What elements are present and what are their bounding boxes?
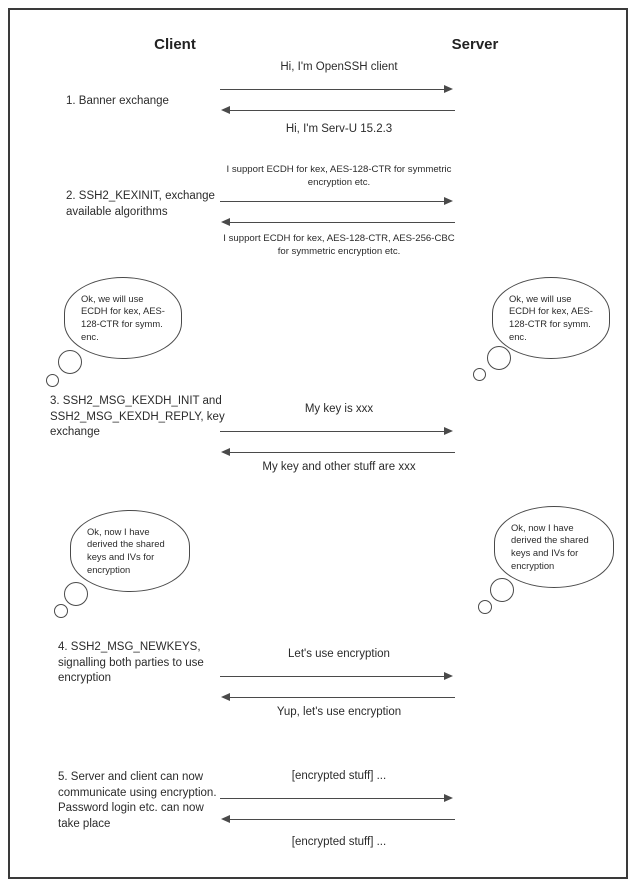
arrow-5-line-c2s [220,798,445,799]
column-header-client: Client [154,36,196,53]
arrow-2-line-c2s [220,201,445,202]
diagram-frame [8,8,628,879]
arrow-3-head-s2c [221,448,230,456]
thought-bubble-client-kex [64,277,182,359]
arrow-5-head-s2c [221,815,230,823]
arrow-2-line-s2c [230,222,455,223]
step-label-4: 4. SSH2_MSG_NEWKEYS, signalling both parties to use encryption [58,641,204,684]
message-2-client-to-server: I support ECDH for kex, AES-128-CTR for symmetric encryption etc. [226,164,452,188]
arrow-1-head-s2c [221,106,230,114]
step-label-2: 2. SSH2_KEXINIT, exchange available algorithms [66,190,215,218]
message-2-server-to-client: I support ECDH for kex, AES-128-CTR, AES-256-CBC for symmetric encryption etc. [223,233,455,257]
arrow-4-head-s2c [221,693,230,701]
thought-bubble-client-keys [70,510,190,592]
step-label-3: 3. SSH2_MSG_KEXDH_INIT and SSH2_MSG_KEXDH_REPLY, key exchange [50,395,225,438]
thought-bubble-server-kex [492,277,610,359]
thought-puff-client-kex-small [46,374,59,387]
thought-bubble-server-keys [494,506,614,588]
arrow-5-head-c2s [444,794,453,802]
thought-puff-client-kex-large [58,350,82,374]
thought-puff-client-keys-large [64,582,88,606]
thought-puff-client-keys-small [54,604,68,618]
arrow-4-line-s2c [230,697,455,698]
arrow-3-head-c2s [444,427,453,435]
thought-bubble-client-kex-text: Ok, we will use ECDH for kex, AES-128-CTR for symm. enc. [81,292,165,342]
arrow-1-line-s2c [230,110,455,111]
arrow-1-head-c2s [444,85,453,93]
thought-bubble-client-keys-text: Ok, now I have derived the shared keys and IVs for encryption [87,525,165,575]
message-5-server-to-client: [encrypted stuff] ... [291,836,387,848]
message-3-client-to-server: My key is xxx [304,403,374,415]
arrow-1-line-c2s [220,89,445,90]
arrow-5-line-s2c [230,819,455,820]
arrow-2-head-c2s [444,197,453,205]
arrow-2-head-s2c [221,218,230,226]
message-1-server-to-client: Hi, I'm Serv-U 15.2.3 [285,123,393,135]
step-label-1: 1. Banner exchange [66,95,169,107]
arrow-3-line-c2s [220,431,445,432]
arrow-3-line-s2c [230,452,455,453]
thought-bubble-server-kex-text: Ok, we will use ECDH for kex, AES-128-CTR for symm. enc. [509,292,593,342]
thought-puff-server-keys-small [478,600,492,614]
message-1-client-to-server: Hi, I'm OpenSSH client [280,61,398,73]
thought-puff-server-keys-large [490,578,514,602]
column-header-server: Server [451,36,499,53]
thought-bubble-server-keys-text: Ok, now I have derived the shared keys and IVs for encryption [511,521,589,571]
message-5-client-to-server: [encrypted stuff] ... [291,770,387,782]
arrow-4-line-c2s [220,676,445,677]
thought-puff-server-kex-small [473,368,486,381]
arrow-4-head-c2s [444,672,453,680]
message-4-client-to-server: Let's use encryption [288,648,390,660]
message-4-server-to-client: Yup, let's use encryption [276,706,402,718]
thought-puff-server-kex-large [487,346,511,370]
step-label-5: 5. Server and client can now communicate using encryption. Password login etc. can now take place [58,771,217,830]
message-3-server-to-client: My key and other stuff are xxx [262,461,416,473]
